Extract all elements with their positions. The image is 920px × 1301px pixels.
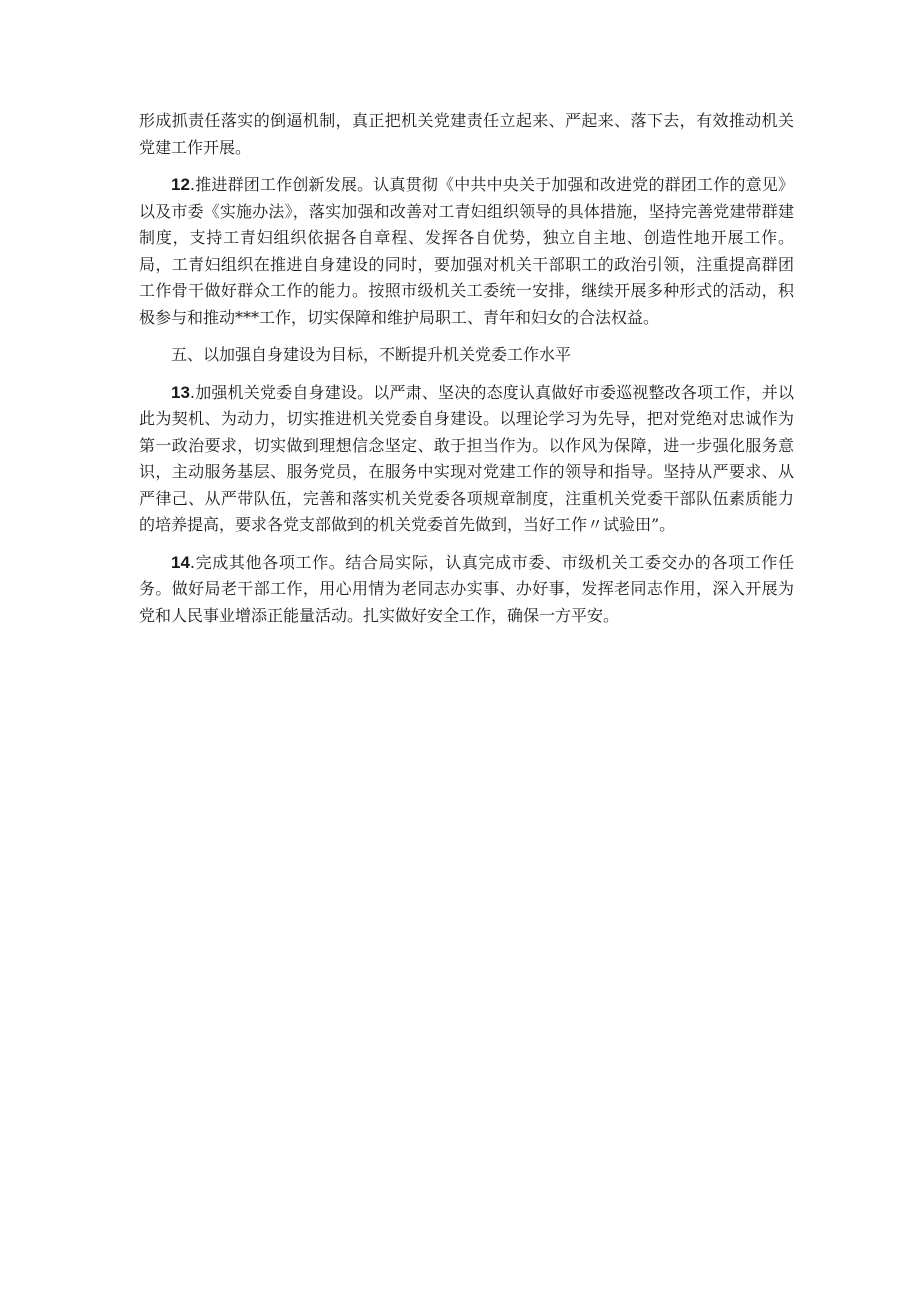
heading-text: 五、以加强自身建设为目标，不断提升机关党委工作水平	[171, 345, 572, 364]
paragraph-12	[139, 172, 794, 331]
paragraph-text: .完成其他各项工作。结合局实际，认真完成市委、市级机关工委交办的各项工作任务。做好局老干部工作，用心用情为老同志办实事、办好事，发挥老同志作用，深入开展为党和人民事业增添正能量活动。扎实做好安全工作，确保一方平安。	[139, 552, 794, 625]
item-number: 13	[171, 382, 190, 402]
paragraph-text: .推进群团工作创新发展。认真贯彻《中共中央关于加强和改进党的群团工作的意见》以及市委《实施办法》，落实加强和改善对工青妇组织领导的具体措施，坚持完善党建带群建制度，支持工青妇组织依据各自章程、发挥各自优势，独立自主地、创造性地开展工作。局，工青妇组织在推进自身建设的同时，要加强对机关干部职工的政治引领，注重提高群团工作骨干做好群众工作的能力。按照市级机关工委统一安排，继续开展多种形式的活动，积极参与和推动***工作，切实保障和维护局职工、青年和妇女的合法权益。	[139, 175, 794, 327]
paragraph-text: .加强机关党委自身建设。以严肃、坚决的态度认真做好市委巡视整改各项工作，并以此为契机、为动力，切实推进机关党委自身建设。以理论学习为先导，把对党绝对忠诚作为第一政治要求，切实做到理想信念坚定、敢于担当作为。以作风为保障，进一步强化服务意识，主动服务基层、服务党员，在服务中实现对党建工作的领导和指导。坚持从严要求、从严律己、从严带队伍，完善和落实机关党委各项规章制度，注重机关党委干部队伍素质能力的培养提高，要求各党支部做到的机关党委首先做到，当好工作〃试验田”。	[139, 382, 794, 534]
item-number: 12	[171, 175, 190, 194]
paragraph-14	[139, 550, 794, 630]
paragraph-13	[139, 380, 794, 539]
paragraph-continuation	[139, 108, 794, 161]
paragraph-text: 形成抓责任落实的倒逼机制，真正把机关党建责任立起来、严起来、落下去，有效推动机关党建工作开展。	[139, 111, 794, 157]
item-number: 14	[171, 552, 190, 572]
section-heading-5	[139, 342, 794, 369]
document-body	[139, 108, 794, 640]
